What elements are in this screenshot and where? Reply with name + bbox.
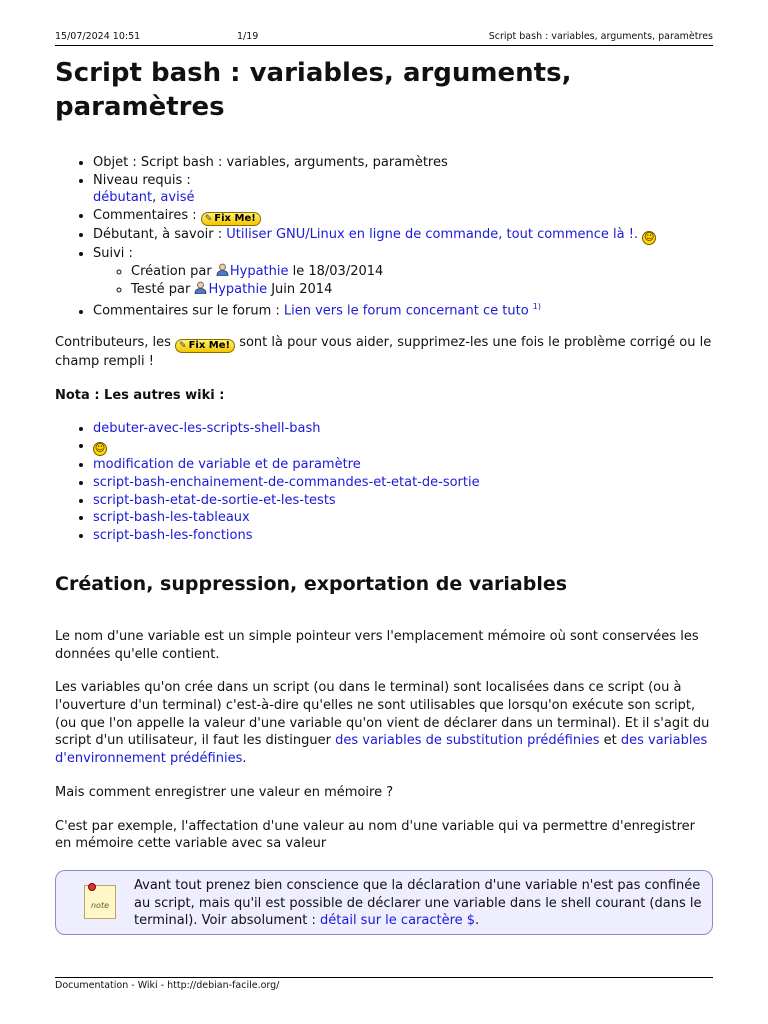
contrib-paragraph: Contributeurs, les ✎ Fix Me! sont là pour vous aider, supprimez-les une fois le problème corrigé ou le champ rempli ! (55, 335, 712, 370)
wiki-link[interactable]: script-bash-enchainement-de-commandes-et-etat-de-sortie (93, 475, 480, 491)
list-item (93, 437, 715, 456)
list-item (93, 492, 715, 510)
list-item (93, 509, 715, 527)
footer-divider (55, 977, 713, 978)
fixme-icon[interactable]: ✎ Fix Me! (201, 212, 261, 226)
note-box (55, 870, 713, 935)
pin-icon (88, 883, 96, 891)
paragraph-4: C'est par exemple, l'affectation d'une valeur au nom d'une variable qui va permettre d'enregistrer en mémoire cette variable avec sa valeur (55, 818, 696, 852)
suivi-list (93, 263, 715, 298)
nota-heading: Nota : Les autres wiki : (55, 387, 225, 403)
paragraph-2: Les variables qu'on crée dans un script (ou dans le terminal) sont localisées dans ce script (ou à l'ouverture d'un terminal) c'est-à-dire qu'elles ne sont utilisables que lorsqu'on exécute son script, (ou que l'on appelle la valeur d'une variable qu'on vient de déclarer dans un terminal). Et il s'agit du script d'un utilisateur, il faut les distinguer des variables de substitution prédéfinies et des variables d'environnement prédéfinies. (55, 680, 710, 767)
link-gnu-linux[interactable]: Utiliser GNU/Linux en ligne de commande, tout commence là !. (226, 227, 639, 243)
wrench-icon: ✎ (179, 341, 187, 352)
header-divider (55, 45, 713, 46)
meta-niveau: • Niveau requis : débutant, avisé (93, 172, 715, 207)
paragraph-3: Mais comment enregistrer une valeur en mémoire ? (55, 784, 394, 800)
print-datetime: 15/07/2024 10:51 (55, 31, 141, 42)
meta-commentaires: • Commentaires : ✎ Fix Me! (93, 207, 715, 226)
smiley-icon: ☺ (94, 443, 106, 455)
page-title: Script bash : variables, arguments, paramètres (55, 58, 572, 122)
suivi-teste: ◦ Testé par Hypathie Juin 2014 (131, 281, 715, 299)
page-number: 1/19 (237, 31, 259, 42)
wiki-link[interactable]: script-bash-les-fonctions (93, 528, 253, 544)
suivi-creation: ◦ Création par Hypathie le 18/03/2014 (131, 263, 715, 281)
wiki-link[interactable]: debuter-avec-les-scripts-shell-bash (93, 420, 321, 436)
user-icon (216, 263, 229, 276)
footnote-ref[interactable]: 1) (532, 302, 542, 312)
page-header (55, 30, 713, 44)
link-avise[interactable]: avisé (160, 190, 195, 206)
meta-list (55, 154, 715, 320)
smiley-icon: ☺ (643, 232, 655, 244)
fixme-icon[interactable]: ✎ Fix Me! (175, 339, 235, 353)
link-forum[interactable]: Lien vers le forum concernant ce tuto (283, 303, 529, 319)
list-item (93, 474, 715, 492)
note-icon: note (84, 885, 116, 919)
list-item (93, 420, 715, 438)
meta-objet: • Objet : Script bash : variables, arguments, paramètres (93, 154, 715, 172)
wiki-link[interactable]: modification de variable et de paramètre (93, 457, 361, 473)
main-content (55, 154, 715, 853)
link-caractere-dollar[interactable]: détail sur le caractère $ (320, 913, 476, 929)
link-user-teste[interactable]: Hypathie (208, 281, 268, 297)
meta-forum: • Commentaires sur le forum : Lien vers le forum concernant ce tuto $^{1)}$ (93, 298, 715, 320)
section-heading: Création, suppression, exportation de variables (55, 572, 568, 595)
link-user-creation[interactable]: Hypathie (229, 263, 289, 279)
wiki-link[interactable]: script-bash-les-tableaux (93, 510, 250, 526)
wiki-link[interactable]: script-bash-etat-de-sortie-et-les-tests (93, 492, 336, 508)
link-debutant[interactable]: débutant (93, 190, 153, 206)
user-icon (194, 281, 207, 294)
paragraph-1: Le nom d'une variable est un simple pointeur vers l'emplacement mémoire où sont conservées les données qu'elle contient. (55, 628, 699, 662)
link-variables-substitution[interactable]: des variables de substitution prédéfinies (335, 733, 600, 749)
link-variables-environnement[interactable]: des variables d'environnement prédéfinies (55, 733, 708, 767)
list-item (93, 456, 715, 474)
wiki-links-list (55, 420, 715, 545)
wrench-icon: ✎ (204, 214, 213, 225)
page-footer: Documentation - Wiki - http://debian-facile.org/ (55, 980, 280, 991)
note-text: Avant tout prenez bien conscience que la déclaration d'une variable n'est pas confinée au script, mais qu'il est possible de déclarer une variable dans le shell courant (dans le terminal). Voir absolument : détail sur le caractère $. (134, 878, 702, 929)
header-doc-title: Script bash : variables, arguments, paramètres (488, 31, 713, 42)
meta-debutant: • Débutant, à savoir : Utiliser GNU/Linux en ligne de commande, tout commence là !. ☺ (93, 226, 715, 245)
meta-suivi: • Suivi : ◦ Création par Hypathie le 18/03/2014 ◦ Testé par Hypathie Juin 2014 (93, 245, 715, 298)
list-item (93, 527, 715, 545)
